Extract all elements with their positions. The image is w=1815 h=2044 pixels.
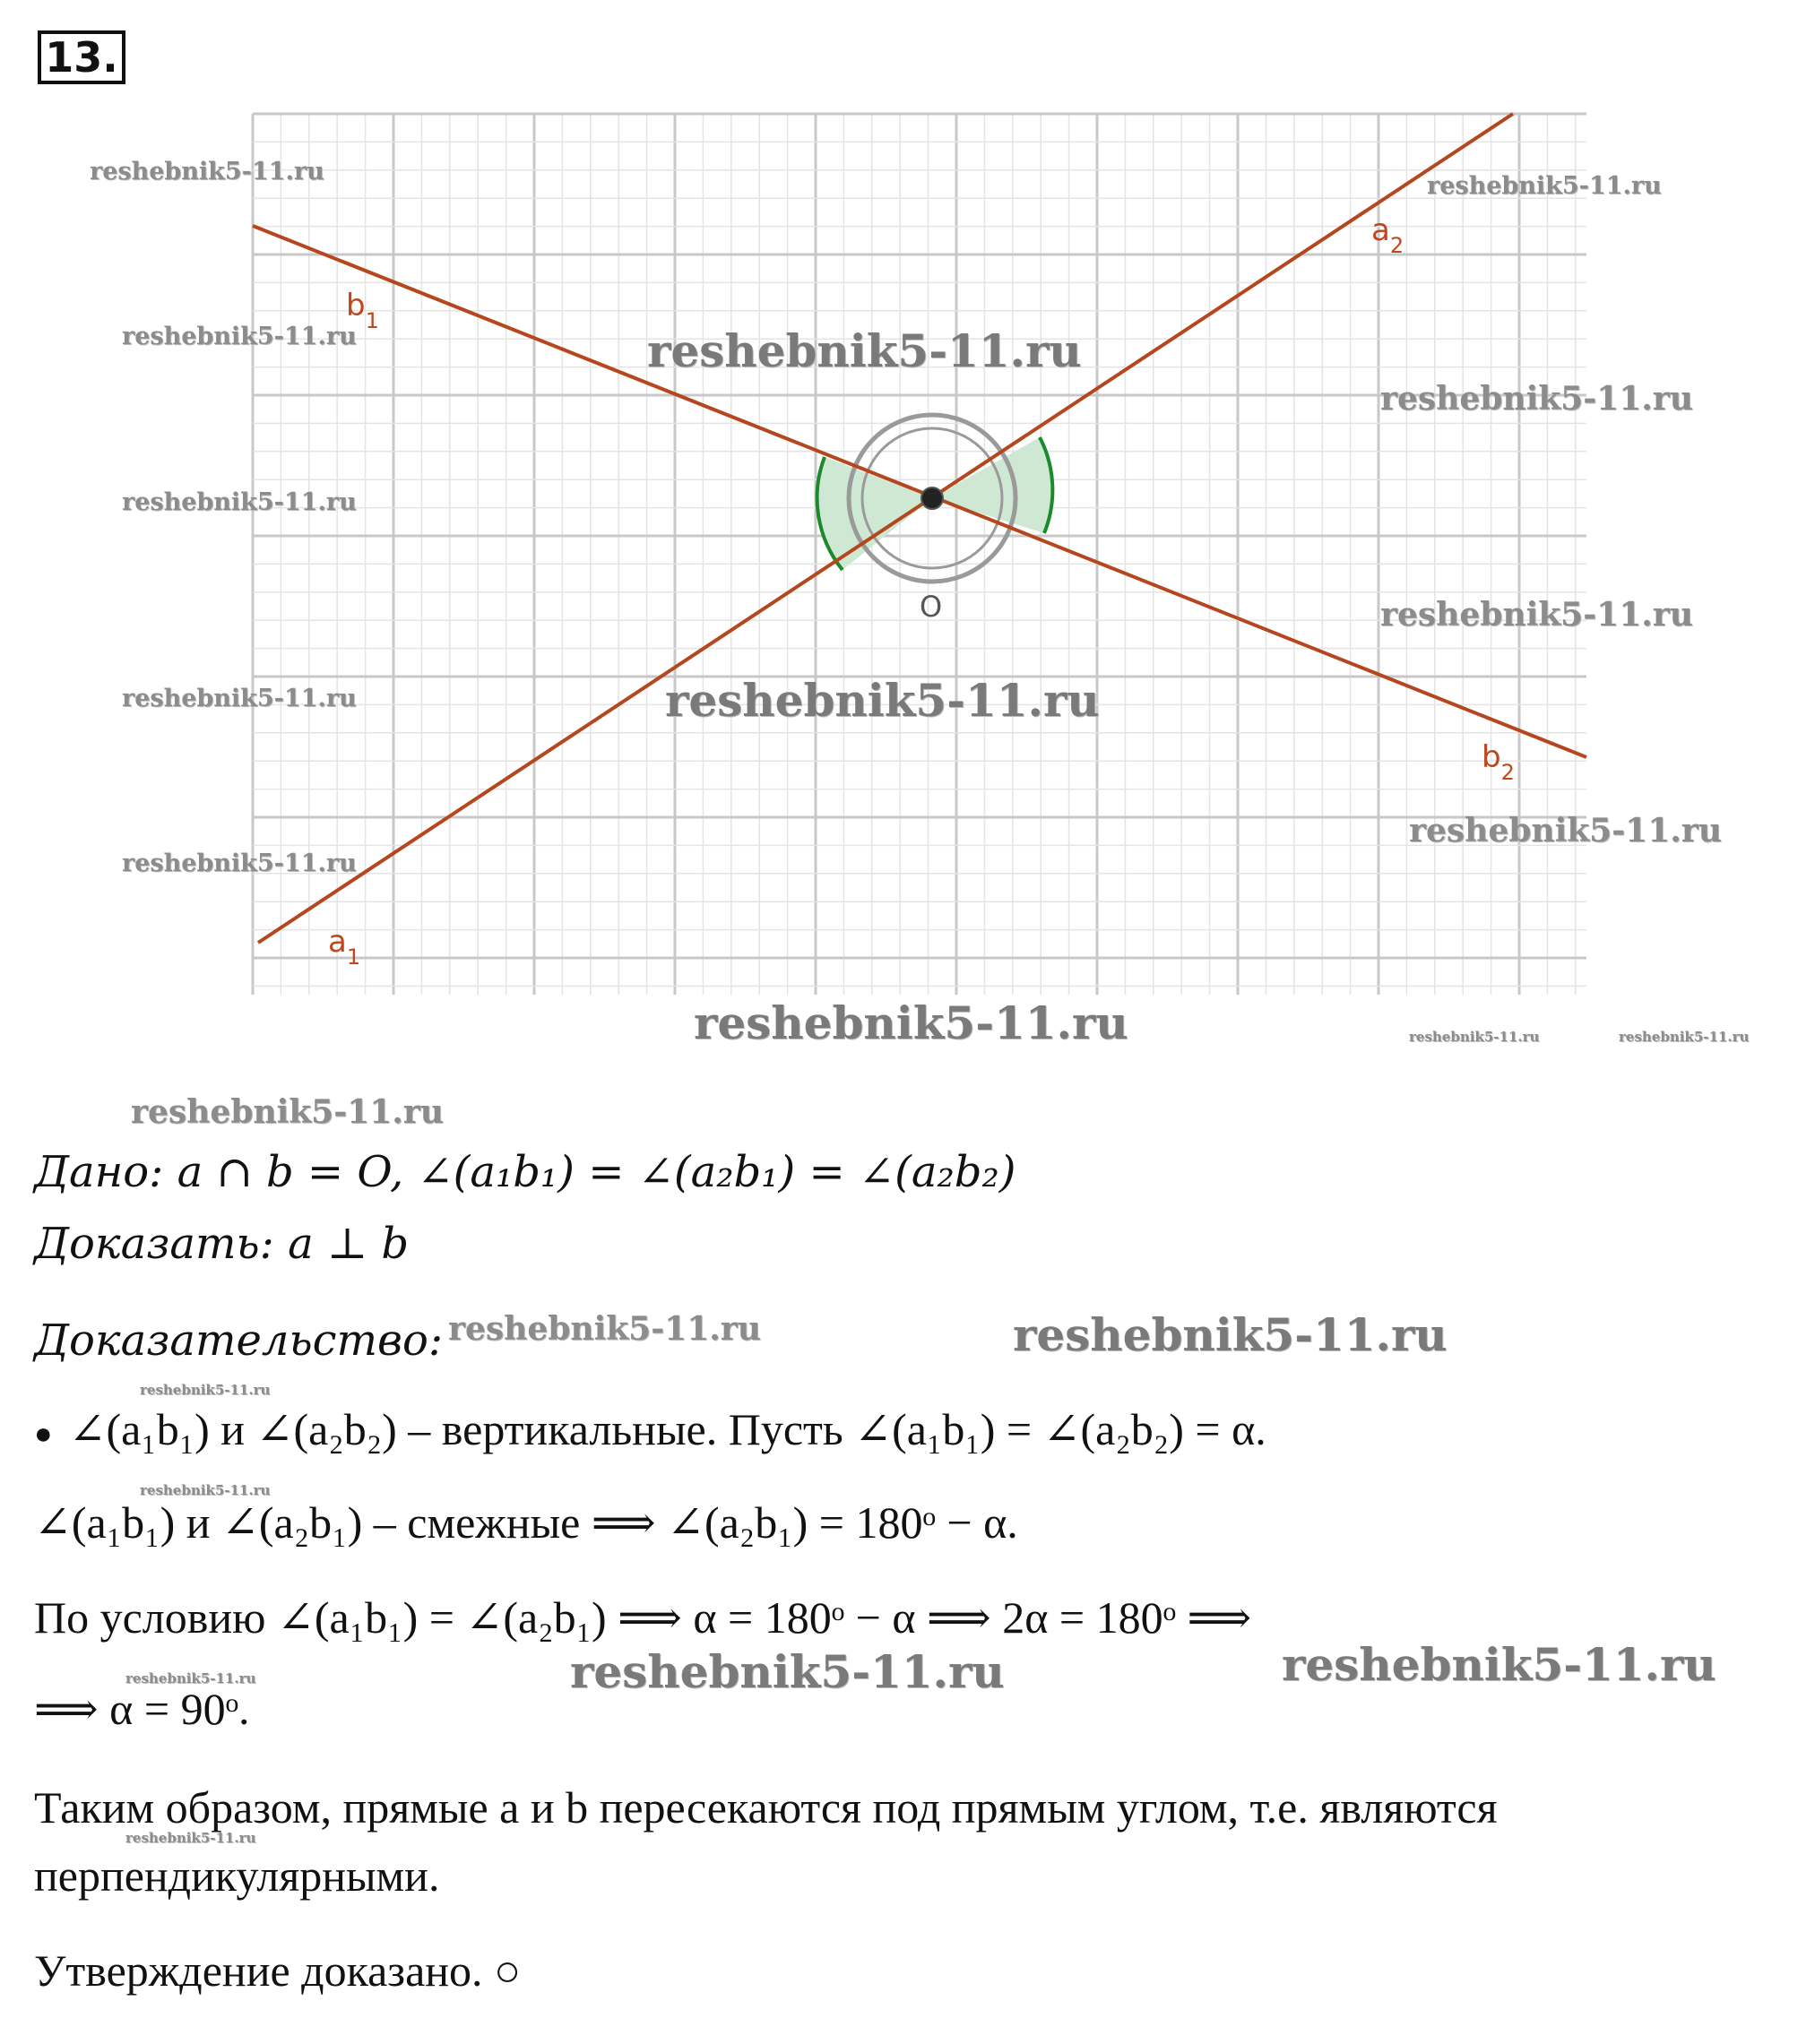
watermark: reshebnik5-11.ru	[1619, 1029, 1750, 1045]
watermark: reshebnik5-11.ru	[665, 674, 1100, 727]
prove-expression: : a ⊥ b	[259, 1219, 410, 1269]
prove-line	[34, 1219, 409, 1269]
proof-line-4	[34, 1683, 249, 1735]
given-line	[34, 1147, 1016, 1197]
given-expression: : a ∩ b = O, ∠(a₁b₁) = ∠(a₂b₁) = ∠(a₂b₂)	[149, 1147, 1016, 1197]
bullet: ●	[34, 1417, 53, 1451]
watermark: reshebnik5-11.ru	[1380, 380, 1693, 418]
label-b2: $b_2$	[1482, 739, 1515, 785]
label-O: O	[920, 590, 943, 624]
label-a1-sub: 1	[346, 944, 361, 970]
qed-text: Утверждение доказано. ○	[34, 1945, 522, 1996]
watermark: reshebnik5-11.ru	[1409, 1029, 1540, 1045]
proof-label: Доказательство:	[34, 1315, 444, 1366]
proof-heading	[34, 1315, 443, 1366]
label-b1-sub: 1	[365, 308, 379, 333]
proof-line-4-text: ⟹ α = 90ᵒ.	[34, 1684, 250, 1734]
watermark: reshebnik5-11.ru	[1013, 1308, 1448, 1361]
point-O	[921, 487, 943, 509]
watermark: reshebnik5-11.ru	[1409, 812, 1722, 850]
watermark: reshebnik5-11.ru	[694, 996, 1128, 1049]
conclusion-line-1	[34, 1781, 1498, 1833]
conclusion-line-2	[34, 1850, 439, 1902]
problem-number: 13.	[38, 30, 125, 84]
qed-line	[34, 1945, 521, 1997]
watermark: reshebnik5-11.ru	[90, 158, 324, 185]
watermark: reshebnik5-11.ru	[570, 1645, 1005, 1698]
watermark: reshebnik5-11.ru	[448, 1310, 761, 1348]
watermark: reshebnik5-11.ru	[125, 1830, 256, 1846]
watermark: reshebnik5-11.ru	[122, 488, 357, 516]
proof-line-1-text: ∠(a₁b₁) и ∠(a₂b₂) – вертикальные. Пусть ∠(a₁b₁) = ∠(a₂b₂) = α.	[68, 1404, 1266, 1454]
label-a1: $a_1$	[328, 924, 361, 970]
label-b2-sub: 2	[1500, 760, 1515, 785]
proof-line-3-text: По условию ∠(a₁b₁) = ∠(a₂b₁) ⟹ α = 180ᵒ − α ⟹ 2α = 180ᵒ ⟹	[34, 1592, 1252, 1643]
watermark: reshebnik5-11.ru	[131, 1093, 444, 1131]
watermark: reshebnik5-11.ru	[1282, 1638, 1716, 1691]
watermark: reshebnik5-11.ru	[122, 323, 357, 350]
watermark: reshebnik5-11.ru	[140, 1382, 271, 1398]
watermark: reshebnik5-11.ru	[647, 324, 1082, 377]
label-b1: $b_1$	[346, 288, 379, 333]
proof-line-1	[34, 1403, 1266, 1455]
label-a2-sub: 2	[1389, 233, 1404, 258]
conclusion-text-1: Таким образом, прямые a и b пересекаются под прямым углом, т.е. являются	[34, 1782, 1498, 1833]
proof-line-2	[34, 1496, 1018, 1548]
watermark: reshebnik5-11.ru	[122, 685, 357, 712]
proof-line-2-text: ∠(a₁b₁) и ∠(a₂b₁) – смежные ⟹ ∠(a₂b₁) = 180ᵒ − α.	[34, 1497, 1018, 1548]
prove-label: Доказать	[34, 1219, 260, 1269]
watermark: reshebnik5-11.ru	[1427, 172, 1662, 200]
watermark: reshebnik5-11.ru	[125, 1670, 256, 1686]
watermark: reshebnik5-11.ru	[122, 850, 357, 877]
label-a2: $a_2$	[1371, 212, 1404, 258]
conclusion-text-2: перпендикулярными.	[34, 1850, 440, 1901]
given-label: Дано	[34, 1147, 150, 1197]
watermark: reshebnik5-11.ru	[140, 1482, 271, 1498]
watermark: reshebnik5-11.ru	[1380, 596, 1693, 634]
proof-line-3	[34, 1591, 1251, 1643]
